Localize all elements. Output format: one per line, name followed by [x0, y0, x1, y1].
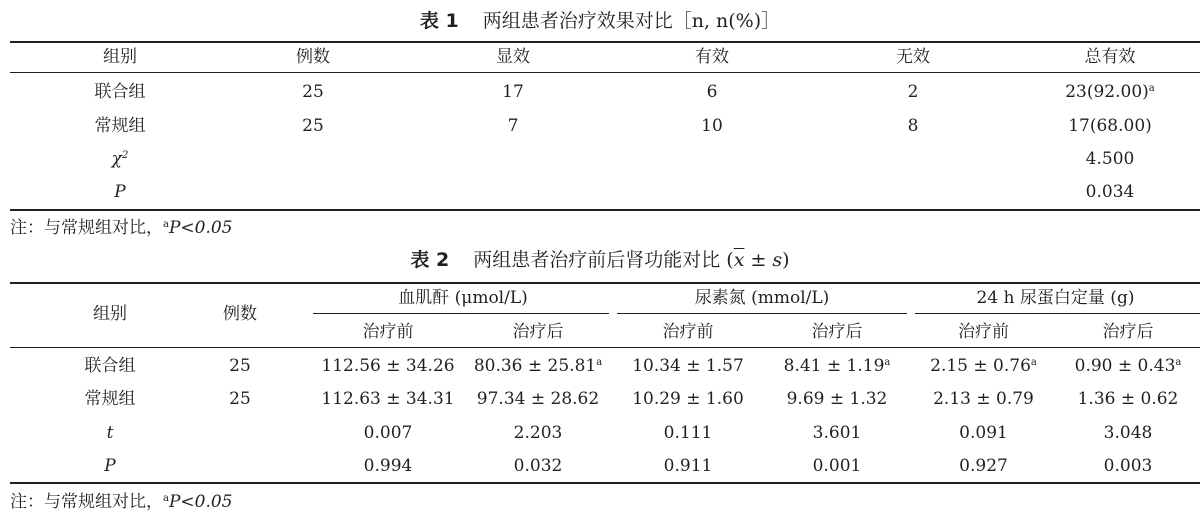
table2-t-pr-before: 0.091: [959, 423, 1008, 443]
table1-chi-symbol: χ: [111, 149, 122, 169]
table1-header-rule: [10, 72, 1200, 73]
table2-title-mean: $\overline{x}$: [733, 249, 745, 271]
table2-row2-pr-after: 1.36 ± 0.62: [1077, 389, 1179, 409]
table1-bottom-rule: [10, 209, 1200, 211]
table2-row2-group: 常规组: [84, 389, 136, 409]
table1-note-prefix: 注：与常规组对比，: [10, 218, 163, 238]
table2-label: 表 2: [410, 249, 450, 271]
table2-row1-bun-after: [763, 354, 911, 378]
table2-row1-pr-after: [1056, 354, 1200, 378]
table1-title: 两组患者治疗效果对比［n, n(%)］: [482, 10, 781, 32]
table1-row2-ineffective: 8: [907, 116, 919, 136]
table1-row1-total-sup: a: [1148, 83, 1155, 94]
table2-row1-bun-after-sup: a: [884, 357, 891, 368]
table2-note: [10, 490, 233, 514]
table2-row2-n: 25: [229, 389, 251, 409]
table2-subheader-pr-after: 治疗后: [1102, 322, 1154, 342]
table2-row1-pr-before-sup: a: [1030, 357, 1037, 368]
table2-caption: [0, 247, 1200, 273]
table1-header-total: 总有效: [1084, 47, 1136, 67]
table2-header-creatinine: 血肌酐 (μmol/L): [398, 288, 528, 308]
table1-row2-effective: 10: [701, 116, 723, 136]
table2-title-sd: ± s: [744, 249, 783, 271]
table1-caption: [0, 8, 1200, 34]
table2-subheader-cr-before: 治疗前: [362, 322, 414, 342]
table1-chi-sup: 2: [121, 150, 129, 161]
table2-p-pr-before: 0.927: [959, 456, 1008, 476]
table2-header-n: 例数: [223, 304, 257, 324]
table2-row1-group: 联合组: [84, 356, 136, 376]
table1-header-effective: 有效: [695, 47, 729, 67]
table2-p-pr-after: 0.003: [1103, 456, 1153, 476]
table2-row1-cr-after-value: 80.36 ± 25.81: [473, 356, 597, 376]
table2-header-protein: 24 h 尿蛋白定量 (g): [976, 288, 1135, 308]
table2-row1-bun-before: 10.34 ± 1.57: [632, 356, 744, 376]
table1-row2-n: 25: [302, 116, 324, 136]
table2-row1-cr-after: [463, 354, 613, 378]
table1-row2-group: 常规组: [94, 116, 146, 136]
table1-row1-marked: 17: [502, 82, 524, 102]
table2-t-label: t: [106, 423, 114, 443]
table1-chi-label: [60, 147, 180, 171]
table2-bottom-rule: [10, 482, 1200, 484]
table1-row1-ineffective: 2: [907, 82, 919, 102]
table1-label: 表 1: [419, 10, 459, 32]
table2-row1-pr-after-value: 0.90 ± 0.43: [1074, 356, 1176, 376]
table1-row1-effective: 6: [706, 82, 718, 102]
table2-creatinine-rule: [313, 313, 609, 314]
table2-top-rule: [10, 282, 1200, 284]
table2-row1-bun-after-value: 8.41 ± 1.19: [783, 356, 885, 376]
table2-header-bun: 尿素氮 (mmol/L): [694, 288, 830, 308]
table2-subheader-bun-after: 治疗后: [811, 322, 863, 342]
table1-header-ineffective: 无效: [896, 47, 930, 67]
table1-note: [10, 216, 233, 240]
table2-bun-rule: [617, 313, 907, 314]
table2-p-label: P: [104, 456, 116, 476]
table2-p-bun-before: 0.911: [663, 456, 713, 476]
table1-row2-total: 17(68.00): [1068, 116, 1152, 136]
table1-header-n: 例数: [296, 47, 330, 67]
table2-row1-pr-before-value: 2.15 ± 0.76: [930, 356, 1031, 376]
table2-row2-cr-after: 97.34 ± 28.62: [476, 389, 600, 409]
table2-title-text: 两组患者治疗前后肾功能对比 (: [473, 249, 734, 271]
table1-header-marked: 显效: [496, 47, 530, 67]
table1-row1-group: 联合组: [94, 82, 146, 102]
table1-row1-total-value: 23(92.00): [1065, 82, 1149, 102]
table2-header-group: 组别: [93, 304, 127, 324]
table1-note-stat: P<0.05: [168, 218, 233, 238]
table2-subheader-pr-before: 治疗前: [958, 322, 1009, 342]
table2-row1-n: 25: [229, 356, 251, 376]
table1-row2-marked: 7: [507, 116, 519, 136]
table2-p-cr-before: 0.994: [363, 456, 413, 476]
table2-note-sup: a: [163, 493, 169, 504]
table1-p-label: P: [114, 182, 126, 202]
table2-protein-rule: [915, 313, 1200, 314]
table2-t-cr-after: 2.203: [513, 423, 563, 443]
table2-t-bun-before: 0.111: [663, 423, 713, 443]
table2-row1-cr-after-sup: a: [596, 357, 603, 368]
table2-note-stat: P<0.05: [168, 492, 233, 512]
table1-row1-total: [1040, 80, 1180, 104]
table2-p-cr-after: 0.032: [513, 456, 563, 476]
table2-row2-cr-before: 112.63 ± 34.31: [321, 389, 455, 409]
table2-subheader-bun-before: 治疗前: [662, 322, 714, 342]
table2-row1-pr-before: [911, 354, 1056, 378]
table2-subheader-cr-after: 治疗后: [512, 322, 564, 342]
table2-header-rule: [10, 347, 1200, 348]
table2-p-bun-after: 0.001: [812, 456, 862, 476]
table2-t-bun-after: 3.601: [812, 423, 862, 443]
table2-row2-bun-after: 9.69 ± 1.32: [786, 389, 888, 409]
table1-note-sup: a: [163, 219, 169, 230]
table2-row2-pr-before: 2.13 ± 0.79: [933, 389, 1034, 409]
table2-t-cr-before: 0.007: [363, 423, 413, 443]
table2-row1-pr-after-sup: a: [1175, 357, 1182, 368]
table2-row1-cr-before: 112.56 ± 34.26: [321, 356, 455, 376]
table2-title-close: ): [782, 249, 790, 271]
table1-chi-value: 4.500: [1085, 149, 1135, 169]
table1-header-group: 组别: [103, 47, 137, 67]
table2-t-pr-after: 3.048: [1103, 423, 1153, 443]
table2-note-prefix: 注：与常规组对比，: [10, 492, 163, 512]
table2-row2-bun-before: 10.29 ± 1.60: [632, 389, 744, 409]
table1-p-value: 0.034: [1085, 182, 1135, 202]
table1-row1-n: 25: [302, 82, 324, 102]
table1-top-rule: [10, 41, 1200, 43]
